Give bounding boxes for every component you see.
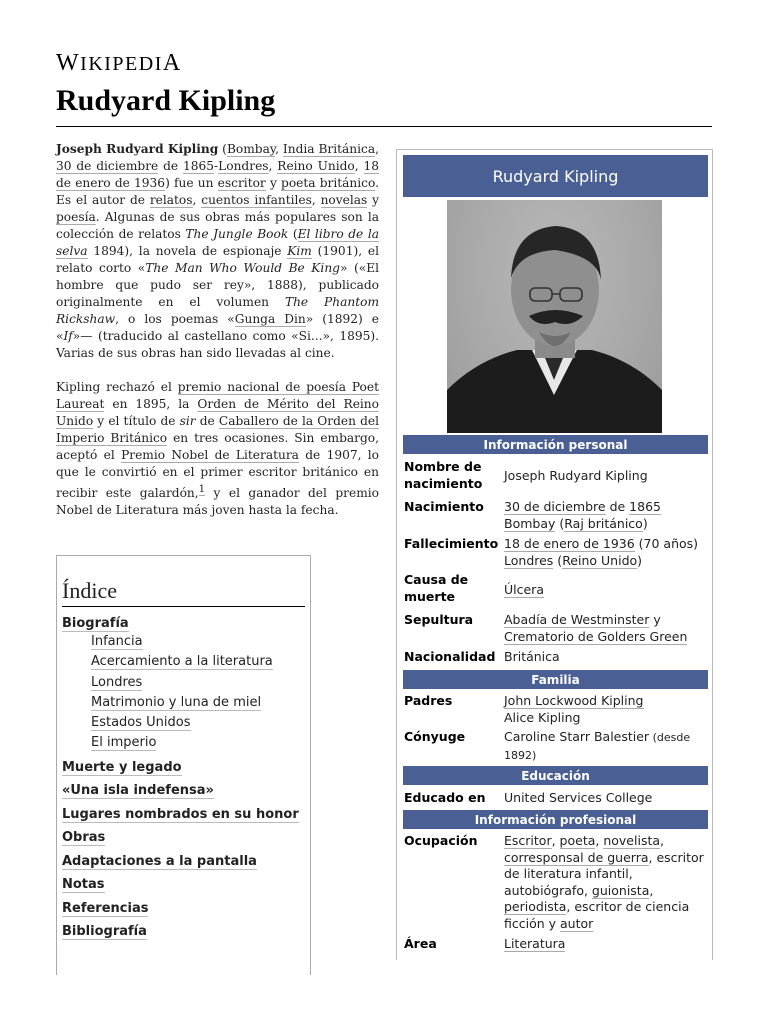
link-bombay[interactable]: Bombay xyxy=(504,515,556,531)
infobox: Rudyard Kipling Información personal Nombre de nacimiento Joseph Rudyard Kipling Nacimiento 30 de diciembre de 1865 Bombay (Raj británico) Fallecimiento 18 de enero de 1936 (70 años) Londres (Reino Unido) Causa de muerte Úlcera Sepultura Abadía de Westminster y Crematorio de Golders Green Nacionalidad Británica Familia Padres John Lockwood Kipling Alice Kipling Cónyuge Caroline Starr Balestier (desde 1892) Educación Educado en United Services College Información profesional Ocupación Escritor, poeta, novelista, corresponsal de guerra, escritor de literatura infantil, autobiógrafo, guionista, periodista, escritor de ciencia ficción y autor Área Literatura xyxy=(396,149,713,960)
link-ulcera[interactable]: Úlcera xyxy=(504,582,544,597)
toc-item-matrimonio[interactable]: Matrimonio y luna de miel xyxy=(91,694,262,710)
link-literatura[interactable]: Literatura xyxy=(504,936,566,951)
lede-paragraph-2: Kipling rechazó el premio nacional de poesía Poet Laureat en 1895, la Orden de Mérito del Reino Unido y el título de sir de Caballero de la Orden del Imperio Británico en tres ocasiones. Sin embargo, aceptó el Premio Nobel de Literatura de 1907, lo que le convirtió en el primer escritor británico en recibir este galardón,$^1$ y el ganador del premio Nobel de Literatura más joven hasta la fecha. xyxy=(56,380,379,518)
link-death-date[interactable]: 18 de enero de 1936 xyxy=(56,159,380,190)
link-reino-unido[interactable]: Reino Unido xyxy=(277,159,355,173)
reference-1[interactable]: 1 xyxy=(198,484,206,495)
link-corresponsal-de-guerra[interactable]: corresponsal de guerra xyxy=(504,849,649,865)
title-jungle-book: The Jungle Book xyxy=(185,227,289,241)
link-abadia-westminster[interactable]: Abadía de Westminster xyxy=(504,612,650,627)
link-india-britanica[interactable]: India Británica xyxy=(282,142,376,156)
link-autor[interactable]: autor xyxy=(560,915,594,931)
portrait-illustration xyxy=(447,200,662,433)
link-kim[interactable]: Kim xyxy=(287,244,312,258)
link-birth-date[interactable]: 30 de diciembre xyxy=(504,499,606,514)
toc-item-acercamiento[interactable]: Acercamiento a la literatura xyxy=(91,654,273,670)
link-gunga-din[interactable]: Gunga Din xyxy=(234,312,306,326)
link-crematorio-golders-green[interactable]: Crematorio de Golders Green xyxy=(504,628,688,644)
section-educacion: Educación xyxy=(403,766,708,785)
section-informacion-personal: Información personal xyxy=(403,435,708,454)
link-poeta[interactable]: poeta británico xyxy=(281,176,376,190)
toc-item-londres[interactable]: Londres xyxy=(91,674,143,690)
toc-item-infancia[interactable]: Infancia xyxy=(91,634,143,649)
section-familia: Familia xyxy=(403,670,708,689)
link-cuentos[interactable]: cuentos infantiles xyxy=(201,193,312,207)
toc-item-el-imperio[interactable]: El imperio xyxy=(91,735,157,751)
subject-name: Joseph Rudyard Kipling xyxy=(56,142,219,156)
link-el-libro-de-la-selva[interactable]: El libro de la selva xyxy=(56,227,380,258)
toc-item-muerte-y-legado[interactable]: Muerte y legado xyxy=(62,759,182,775)
toc-item-adaptaciones[interactable]: Adaptaciones a la pantalla xyxy=(62,853,257,869)
toc-item-estados-unidos[interactable]: Estados Unidos xyxy=(91,715,191,731)
link-bombay[interactable]: Bombay xyxy=(226,142,276,156)
link-novelista[interactable]: novelista xyxy=(603,833,661,848)
link-poesia[interactable]: poesía xyxy=(56,210,96,224)
toc-item-referencias[interactable]: Referencias xyxy=(62,900,149,916)
table-of-contents xyxy=(56,555,311,975)
title-phantom-rickshaw: The Phantom Rickshaw xyxy=(56,295,379,326)
portrait-photo[interactable] xyxy=(447,200,662,433)
link-birth-date[interactable]: 30 de diciembre xyxy=(56,159,159,173)
link-periodista[interactable]: periodista xyxy=(504,899,567,914)
section-informacion-profesional: Información profesional xyxy=(403,810,708,829)
link-londres[interactable]: Londres xyxy=(504,552,554,568)
title-divider xyxy=(56,126,712,127)
page-title: Rudyard Kipling xyxy=(56,84,276,117)
link-poet-laureat[interactable]: premio nacional de poesía Poet Laureat xyxy=(56,380,379,411)
article-lede xyxy=(56,141,379,536)
link-escritor[interactable]: Escritor xyxy=(504,833,552,848)
toc-item-obras[interactable]: Obras xyxy=(62,830,106,846)
toc-item-notas[interactable]: Notas xyxy=(62,877,105,893)
toc-item-una-isla-indefensa[interactable]: «Una isla indefensa» xyxy=(62,783,214,799)
link-escritor[interactable]: escritor xyxy=(217,176,266,190)
link-reino-unido[interactable]: Reino Unido xyxy=(562,552,638,568)
toc-item-biografia[interactable]: Biografía xyxy=(62,616,129,631)
lede-paragraph-1: Joseph Rudyard Kipling (Bombay, India Británica, 30 de diciembre de 1865-Londres, Reino Unido, 18 de enero de 1936) fue un escritor y poeta británico. Es el autor de relatos, cuentos infantiles, novelas y poesía. Algunas de sus obras más populares son la colección de relatos The Jungle Book (El libro de la selva 1894), la novela de espionaje Kim (1901), el relato corto «The Man Who Would Be King» («El hombre que pudo ser rey», 1888), publicado originalmente en el volumen The Phantom Rickshaw, o los poemas «Gunga Din» (1892) e «If»— (traducido al castellano como «Si...», 1895). Varias de sus obras han sido llevadas al cine. xyxy=(56,142,380,360)
link-raj-britanico[interactable]: Raj británico xyxy=(564,515,643,531)
link-poeta[interactable]: poeta xyxy=(559,833,596,848)
link-guionista[interactable]: guionista xyxy=(591,882,650,898)
link-death-date[interactable]: 18 de enero de 1936 xyxy=(504,536,635,551)
link-relatos[interactable]: relatos xyxy=(149,193,193,207)
toc-item-bibliografia[interactable]: Bibliografía xyxy=(62,924,147,940)
link-caballero-orden-imperio[interactable]: Caballero de la Orden del Imperio Británico xyxy=(56,414,379,445)
title-man-who-would-be-king: The Man Who Would Be King xyxy=(145,261,340,275)
link-1865[interactable]: 1865 xyxy=(183,159,215,173)
infobox-title: Rudyard Kipling xyxy=(403,155,708,197)
toc-item-lugares-nombrados[interactable]: Lugares nombrados en su honor xyxy=(62,806,299,822)
link-john-lockwood-kipling[interactable]: John Lockwood Kipling xyxy=(504,693,644,708)
toc-title: Índice xyxy=(62,578,305,607)
link-premio-nobel[interactable]: Premio Nobel de Literatura xyxy=(121,448,299,462)
term-sir: sir xyxy=(179,414,196,428)
title-if: If xyxy=(63,329,73,343)
link-orden-de-merito[interactable]: Orden de Mérito del Reino Unido xyxy=(56,397,379,428)
link-londres[interactable]: Londres xyxy=(218,159,269,173)
link-1865[interactable]: 1865 xyxy=(629,499,661,514)
link-novelas[interactable]: novelas xyxy=(320,193,368,207)
wikipedia-wordmark[interactable]: WIKIPEDIA xyxy=(56,50,182,76)
